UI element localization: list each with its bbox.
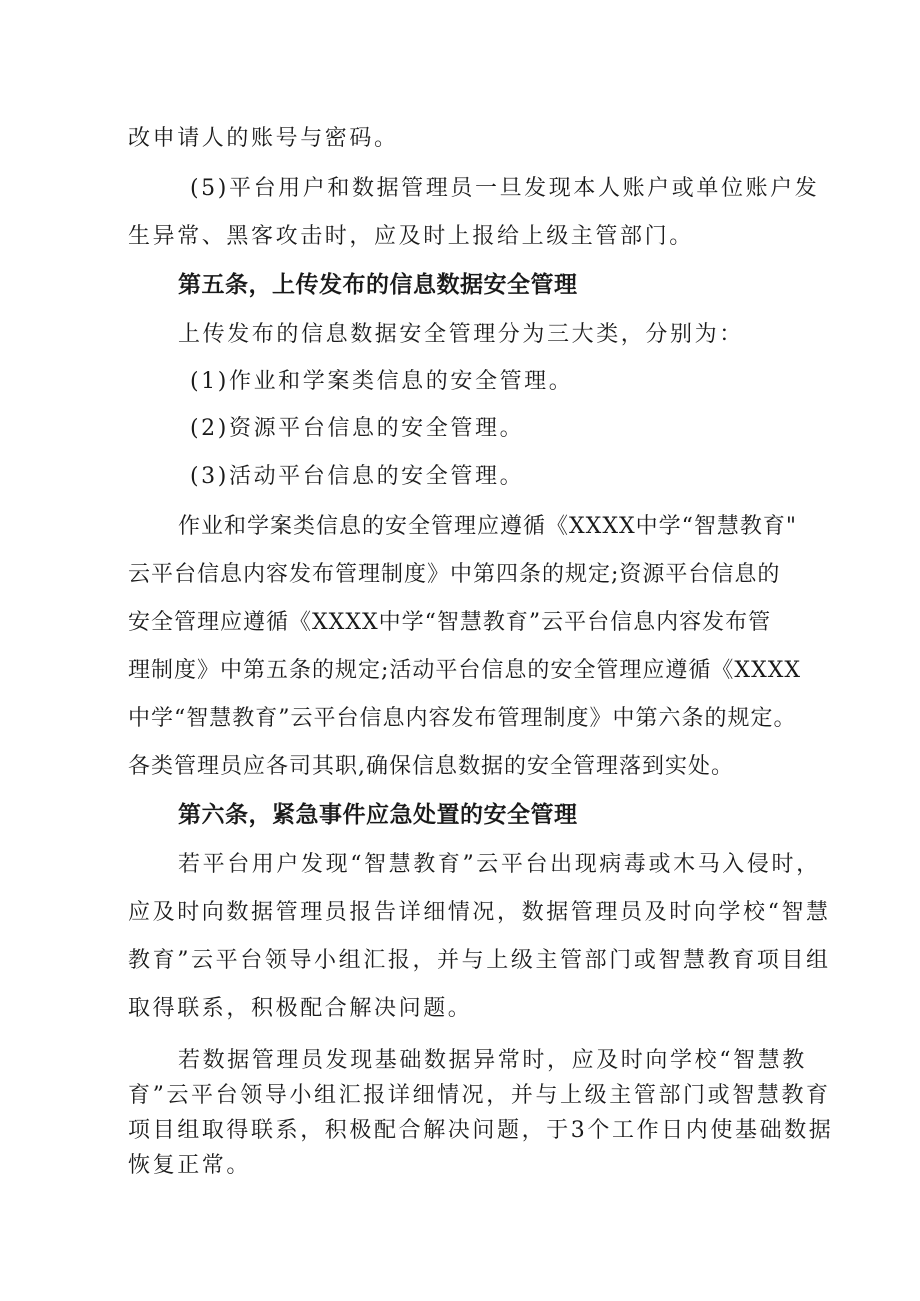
paragraph-line: 育”云平台领导小组汇报详细情况，并与上级主管部门或智慧教育 [128, 1083, 831, 1108]
paragraph-line: 安全管理应遵循《XXXX中学“智慧教育”云平台信息内容发布管 [128, 610, 772, 635]
paragraph-line: 教育”云平台领导小组汇报，并与上级主管部门或智慧教育项目组 [128, 948, 831, 973]
list-item: (2)资源平台信息的安全管理。 [190, 416, 525, 441]
paragraph-line: 上传发布的信息数据安全管理分为三大类，分别为： [178, 322, 744, 347]
paragraph-line: 改申请人的账号与密码。 [128, 126, 399, 151]
section-heading: 第六条，紧急事件应急处置的安全管理 [178, 802, 578, 828]
paragraph-line: 恢复正常。 [128, 1153, 252, 1178]
paragraph-line: 作业和学案类信息的安全管理应遵循《XXXX中学“智慧教育" [178, 514, 798, 539]
paragraph-line: 取得联系，积极配合解决问题。 [128, 996, 473, 1021]
paragraph-line: 理制度》中第五条的规定;活动平台信息的安全管理应遵循《XXXX [128, 658, 802, 683]
paragraph-line: 若平台用户发现“智慧教育”云平台出现病毒或木马入侵时， [178, 852, 821, 877]
paragraph-line: 中学“智慧教育”云平台信息内容发布管理制度》中第六条的规定。 [128, 706, 797, 731]
list-item: (1)作业和学案类信息的安全管理。 [190, 369, 574, 394]
paragraph-line: 若数据管理员发现基础数据异常时，应及时向学校“智慧教 [178, 1048, 807, 1073]
paragraph-line: 云平台信息内容发布管理制度》中第四条的规定;资源平台信息的 [128, 562, 781, 587]
paragraph-line: 各类管理员应各司其职,确保信息数据的安全管理落到实处。 [128, 754, 734, 779]
paragraph-line: 项目组取得联系，积极配合解决问题，于3个工作日内使基础数据 [128, 1118, 834, 1143]
section-heading: 第五条，上传发布的信息数据安全管理 [178, 272, 578, 298]
paragraph-line: 生异常、黑客攻击时，应及时上报给上级主管部门。 [128, 224, 694, 249]
paragraph-line: (5)平台用户和数据管理员一旦发现本人账户或单位账户发 [190, 176, 820, 201]
list-item: (3)活动平台信息的安全管理。 [190, 464, 525, 489]
paragraph-line: 应及时向数据管理员报告详细情况，数据管理员及时向学校“智慧 [128, 900, 831, 925]
